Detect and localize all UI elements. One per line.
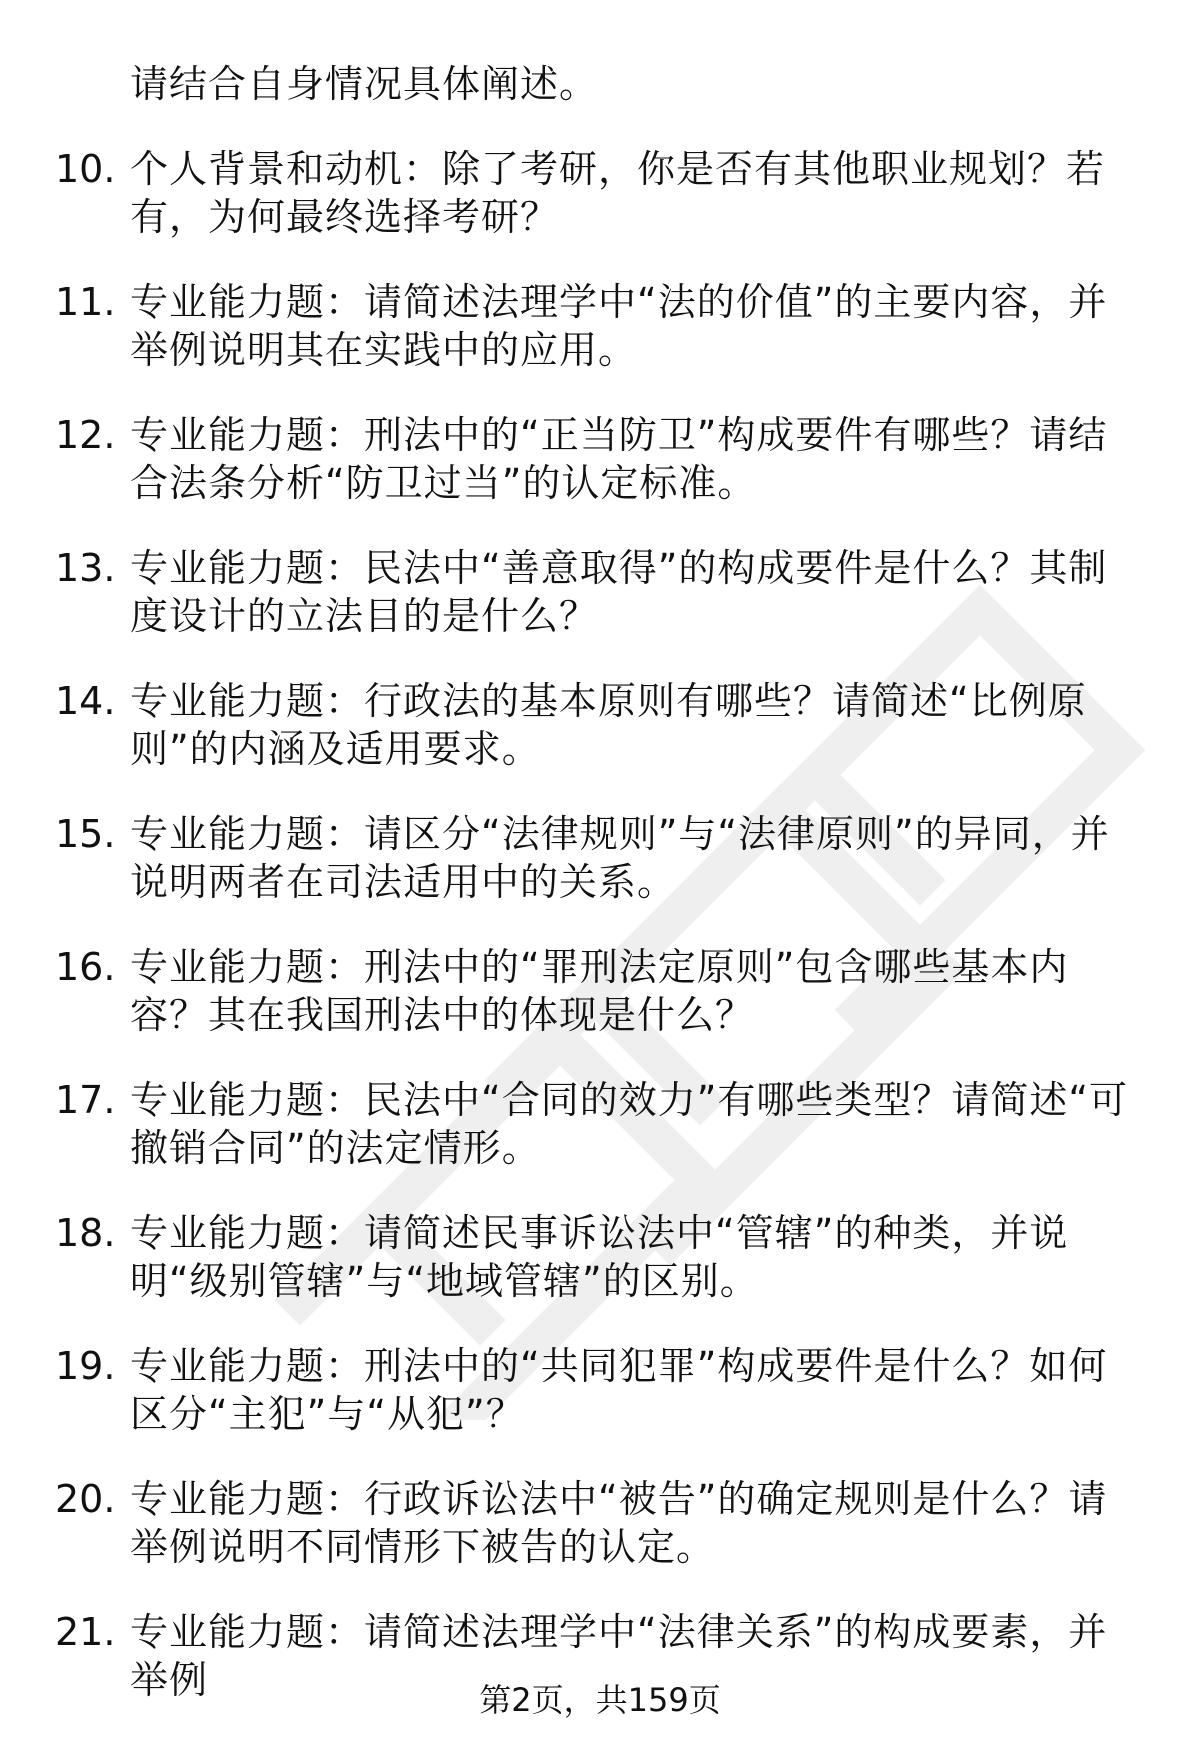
item-text: 专业能力题：请简述法理学中“法律关系”的构成要素，并举例 bbox=[130, 1610, 1108, 1702]
item-text: 专业能力题：行政诉讼法中“被告”的确定规则是什么？请举例说明不同情形下被告的认定。 bbox=[130, 1477, 1108, 1569]
list-item bbox=[0, 943, 1200, 1039]
document-content bbox=[0, 60, 1200, 1741]
list-item bbox=[0, 810, 1200, 906]
item-text: 个人背景和动机：除了考研，你是否有其他职业规划？若有，为何最终选择考研？ bbox=[130, 147, 1106, 239]
list-item bbox=[0, 1342, 1200, 1438]
page-footer: 第2页，共159页 bbox=[479, 1681, 721, 1719]
item-number: 13. bbox=[55, 546, 116, 590]
item-text: 专业能力题：民法中“善意取得”的构成要件是什么？其制度设计的立法目的是什么？ bbox=[130, 546, 1108, 638]
item-number: 14. bbox=[55, 679, 116, 723]
list-item bbox=[0, 677, 1200, 773]
item-number: 19. bbox=[55, 1344, 116, 1388]
item-number: 11. bbox=[55, 280, 116, 324]
list-item bbox=[0, 1209, 1200, 1305]
item-number: 10. bbox=[55, 147, 116, 191]
item-text: 专业能力题：请简述法理学中“法的价值”的主要内容，并举例说明其在实践中的应用。 bbox=[130, 280, 1108, 372]
list-item bbox=[0, 278, 1200, 374]
question-list bbox=[0, 145, 1200, 1704]
item-number: 17. bbox=[55, 1078, 116, 1122]
item-number: 21. bbox=[55, 1610, 116, 1654]
item-text: 专业能力题：刑法中的“罪刑法定原则”包含哪些基本内容？其在我国刑法中的体现是什么？ bbox=[130, 945, 1069, 1037]
item-text: 专业能力题：刑法中的“共同犯罪”构成要件是什么？如何区分“主犯”与“从犯”？ bbox=[130, 1344, 1108, 1436]
item-number: 18. bbox=[55, 1211, 116, 1255]
item-text: 专业能力题：行政法的基本原则有哪些？请简述“比例原则”的内涵及适用要求。 bbox=[130, 679, 1087, 771]
list-item bbox=[0, 145, 1200, 241]
list-item bbox=[0, 544, 1200, 640]
item-number: 20. bbox=[55, 1477, 116, 1521]
continued-text: 请结合自身情况具体阐述。 bbox=[130, 62, 599, 106]
list-item bbox=[0, 1076, 1200, 1172]
item-text: 专业能力题：请简述民事诉讼法中“管辖”的种类，并说明“级别管辖”与“地域管辖”的区别。 bbox=[130, 1211, 1069, 1303]
item-text: 专业能力题：刑法中的“正当防卫”构成要件有哪些？请结合法条分析“防卫过当”的认定标准。 bbox=[130, 413, 1108, 505]
item-text: 专业能力题：民法中“合同的效力”有哪些类型？请简述“可撤销合同”的法定情形。 bbox=[130, 1078, 1129, 1170]
item-number: 16. bbox=[55, 945, 116, 989]
item-number: 15. bbox=[55, 812, 116, 856]
list-item bbox=[0, 1475, 1200, 1571]
list-item bbox=[0, 411, 1200, 507]
item-number: 12. bbox=[55, 413, 116, 457]
item-text: 专业能力题：请区分“法律规则”与“法律原则”的异同，并说明两者在司法适用中的关系。 bbox=[130, 812, 1110, 904]
